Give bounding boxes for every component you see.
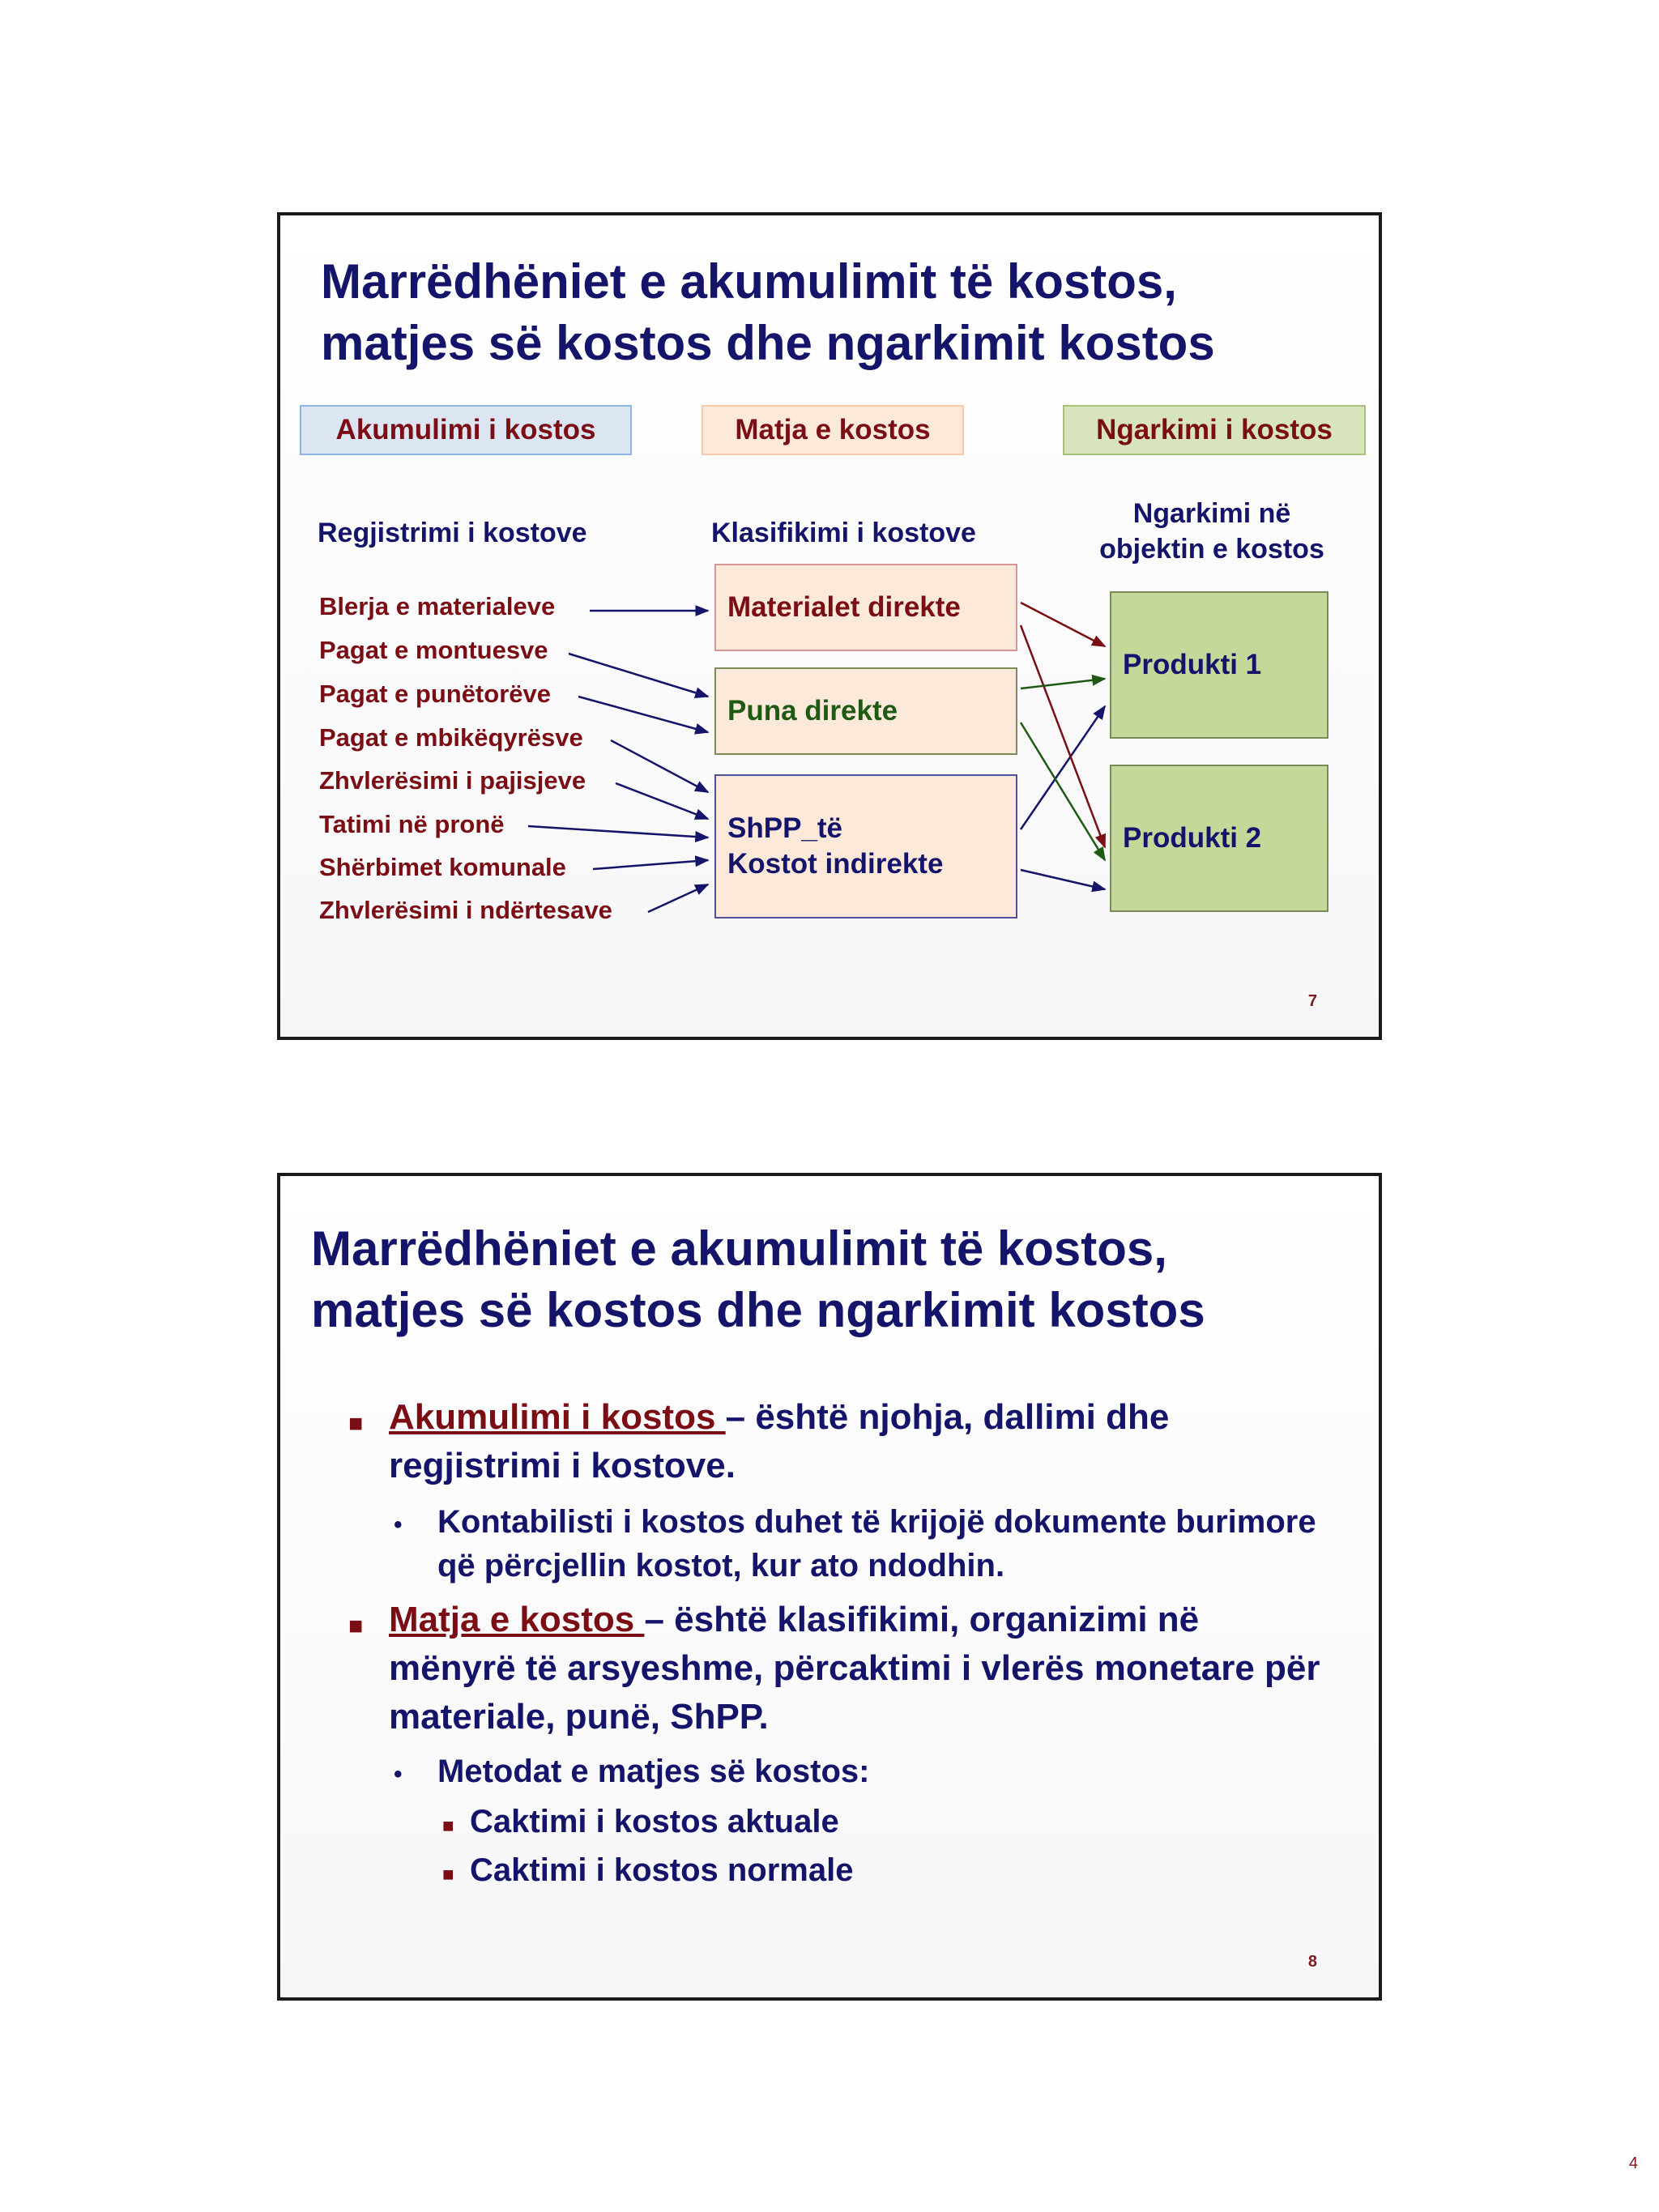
heading-cost-object-line-2: objektin e kostos <box>1099 534 1324 565</box>
round-bullet-icon: • <box>394 1761 403 1788</box>
sub-bullet-measurement-methods <box>394 1750 1317 1793</box>
slide-8-title <box>311 1218 1205 1341</box>
slide-8-title-line-2: matjes së kostos dhe ngarkimit kostos <box>311 1283 1205 1337</box>
arrow-workers-wages-to-labor <box>578 697 708 732</box>
bullet-cost-accumulation-text <box>389 1393 1320 1490</box>
arrow-labor-to-product-1 <box>1021 679 1105 688</box>
box-direct-materials-label: Materialet direkte <box>727 591 961 623</box>
bullet-cost-measurement <box>348 1596 1320 1741</box>
cost-item: Tatimi në pronë <box>319 810 505 838</box>
arrow-equipment-depreciation-to-overhead <box>616 783 708 819</box>
box-product-1-label: Produkti 1 <box>1123 649 1262 680</box>
arrow-overhead-to-product-1 <box>1021 706 1105 829</box>
sub-bullet-measurement-methods-text: Metodat e matjes së kostos: <box>437 1754 870 1789</box>
arrow-materials-to-product-2 <box>1021 625 1105 847</box>
cost-item: Pagat e montuesve <box>319 636 548 664</box>
square-bullet-icon: ■ <box>348 1410 364 1437</box>
square-bullet-icon: ■ <box>442 1815 454 1837</box>
arrow-overhead-to-product-2 <box>1021 870 1105 889</box>
cost-item: Zhvlerësimi i ndërtesave <box>319 896 612 924</box>
arrow-materials-to-product-1 <box>1021 603 1105 646</box>
slide-8-number: 8 <box>1307 1953 1317 1971</box>
sub-bullet-source-documents <box>394 1500 1317 1588</box>
method-normal-costing <box>442 1848 1317 1892</box>
heading-cost-recording: Regjistrimi i kostove <box>318 518 587 548</box>
header-cost-measurement: Matja e kostos <box>702 405 964 455</box>
arrow-labor-to-product-2 <box>1021 722 1105 860</box>
bullet-cost-measurement-text <box>389 1596 1320 1741</box>
box-overhead-line-2: Kostot indirekte <box>727 848 944 880</box>
cost-item: Zhvlerësimi i pajisjeve <box>319 766 586 795</box>
method-actual-costing <box>442 1800 1317 1843</box>
cost-item: Blerja e materialeve <box>319 592 556 620</box>
method-actual-costing-text: Caktimi i kostos aktuale <box>470 1804 839 1839</box>
box-direct-labor-label: Puna direkte <box>727 695 898 727</box>
arrow-property-tax-to-overhead <box>528 826 708 837</box>
round-bullet-icon: • <box>394 1511 403 1538</box>
arrow-assemblers-wages-to-labor <box>569 654 708 697</box>
box-product-2-label: Produkti 2 <box>1123 822 1262 854</box>
definition-cost-measurement: – është klasifikimi, organizimi në mënyrë të arsyeshme, përcaktimi i vlerës monetare për materiale, punë, ShPP. <box>389 1600 1320 1737</box>
cost-item: Pagat e punëtorëve <box>319 680 551 708</box>
slide-7-number: 7 <box>1307 992 1317 1010</box>
page-number: 4 <box>1628 2154 1638 2172</box>
slide-7-title-line-2: matjes së kostos dhe ngarkimit kostos <box>321 316 1215 370</box>
square-bullet-icon: ■ <box>442 1864 454 1886</box>
box-overhead-line-1: ShPP_të <box>727 812 842 844</box>
slide-8-title-line-1: Marrëdhëniet e akumulimit të kostos, <box>311 1221 1167 1276</box>
header-cost-assignment: Ngarkimi i kostos <box>1063 405 1366 455</box>
slide-7-title-line-1: Marrëdhëniet e akumulimit të kostos, <box>321 254 1177 309</box>
slide-7 <box>277 212 1382 1040</box>
term-cost-accumulation: Akumulimi i kostos <box>389 1397 726 1437</box>
term-cost-measurement: Matja e kostos <box>389 1600 645 1639</box>
heading-cost-object-line-1: Ngarkimi në <box>1132 498 1291 529</box>
square-bullet-icon: ■ <box>348 1613 364 1639</box>
arrow-utilities-to-overhead <box>593 860 708 869</box>
slide-8 <box>277 1173 1382 2001</box>
cost-item: Pagat e mbikëqyrësve <box>319 723 583 752</box>
bullet-cost-accumulation <box>348 1393 1320 1490</box>
method-normal-costing-text: Caktimi i kostos normale <box>470 1852 854 1888</box>
arrow-building-depreciation-to-overhead <box>648 884 708 912</box>
header-cost-accumulation: Akumulimi i kostos <box>300 405 632 455</box>
heading-cost-classification: Klasifikimi i kostove <box>711 518 976 548</box>
definition-cost-accumulation: – është njohja, dallimi dhe regjistrimi i kostove. <box>389 1397 1170 1485</box>
flow-arrows <box>280 215 1379 1037</box>
cost-item: Shërbimet komunale <box>319 853 566 881</box>
arrow-supervisors-wages-to-overhead <box>611 740 708 792</box>
sub-bullet-source-documents-text: Kontabilisti i kostos duhet të krijojë dokumente burimore që përcjellin kostot, kur ato ndodhin. <box>437 1504 1316 1583</box>
